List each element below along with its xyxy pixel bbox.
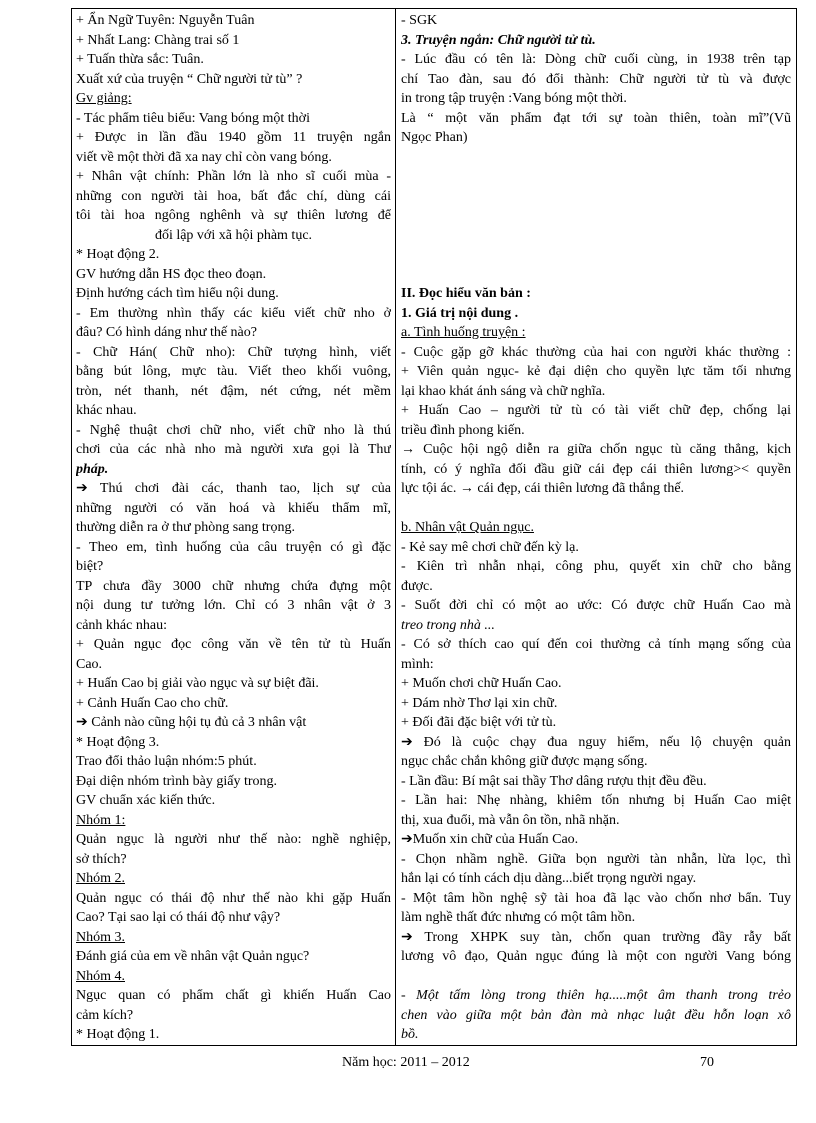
text-line: bồ. bbox=[401, 1027, 419, 1042]
text-line: + Muốn chơi chữ Huấn Cao. bbox=[401, 676, 562, 691]
text-line: - Theo em, tình huống của câu truyện có gì đặc bbox=[76, 539, 391, 555]
text-line: Xuất xứ của truyện “ Chữ người tử tù” ? bbox=[76, 71, 303, 87]
text-line: sở thích? bbox=[76, 851, 127, 867]
text-line: Quản ngục là người như thế nào: nghề nghiệp, bbox=[76, 832, 391, 847]
text-line: triều đình phong kiến. bbox=[401, 422, 525, 438]
blank-line bbox=[401, 967, 791, 987]
text-line: - Suốt đời chỉ có một ao ước: Có được chữ Huấn Cao mà bbox=[401, 598, 791, 613]
text-line: pháp. bbox=[76, 461, 109, 477]
text-line: lực tội ác. → cái đẹp, cái thiên lương đã thắng thế. bbox=[401, 481, 685, 496]
text-line: + Viên quản ngục- kẻ đại diện cho quyền lực tăm tối nhưng bbox=[401, 364, 791, 379]
text-line: Nhóm 4. bbox=[76, 968, 125, 984]
blank-line bbox=[401, 226, 791, 246]
blank-line bbox=[401, 206, 791, 226]
text-line: + Ẩn Ngữ Tuyên: Nguyễn Tuân bbox=[76, 13, 255, 28]
text-line: viết về một thời đã xa nay chỉ còn vang bóng. bbox=[76, 149, 332, 165]
text-line: Quản ngục có thái độ như thế nào khi gặp Huấn bbox=[76, 890, 391, 906]
text-line: Là “ một văn phẩm đạt tới sự toàn thiên, toàn mĩ”(Vũ bbox=[401, 110, 791, 126]
text-line: chơi của các nhà nho mà người xưa gọi là Thư bbox=[76, 442, 391, 457]
text-line: + Dám nhờ Thơ lại xin chữ. bbox=[401, 695, 558, 711]
text-line: Trao đổi thảo luận nhóm:5 phút. bbox=[76, 754, 257, 769]
text-line: b. Nhân vật Quản ngục. bbox=[401, 520, 534, 535]
blank-line bbox=[401, 187, 791, 207]
text-line: ➔ Trong XHPK suy tàn, chốn quan trường đầy rẫy bất bbox=[401, 929, 791, 945]
text-line: ➔ Cảnh nào cũng hội tụ đủ cả 3 nhân vật bbox=[76, 715, 307, 730]
text-line: làm nghề thất đức nhưng có một tâm hồn. bbox=[401, 910, 636, 925]
school-year: Năm học: 2011 – 2012 bbox=[342, 1055, 470, 1070]
text-line: GV hướng dẫn HS đọc theo đoạn. bbox=[76, 266, 267, 282]
text-line: * Hoạt động 1. bbox=[76, 1027, 160, 1042]
text-line: Cao. bbox=[76, 656, 103, 672]
text-line: + Được in lần đầu 1940 gồm 11 truyện ngắn bbox=[76, 130, 391, 145]
text-line: + Huấn Cao – người tử tù có tài viết chữ đẹp, chống lại bbox=[401, 403, 791, 418]
blank-line bbox=[401, 265, 791, 285]
text-line: Định hướng cách tìm hiểu nội dung. bbox=[76, 286, 279, 301]
text-line: - SGK bbox=[401, 13, 438, 28]
text-line: Gv giảng: bbox=[76, 91, 132, 106]
text-line: biệt? bbox=[76, 559, 104, 574]
lesson-content-column bbox=[396, 9, 796, 1045]
text-line: thường diễn ra ở thư phòng sang trọng. bbox=[76, 520, 295, 535]
text-line: chí Tao đàn, sau đó đổi thành: Chữ người tử tù và được bbox=[401, 71, 791, 87]
text-line: lương vô đạo, Quản ngục đúng là một con người Vang bóng bbox=[401, 949, 791, 964]
text-line: bằng bút lông, mực tàu. Viết theo khối vuông, bbox=[76, 364, 391, 379]
blank-line bbox=[401, 148, 791, 168]
text-line: Đại diện nhóm trình bày giấy trong. bbox=[76, 773, 278, 789]
text-line: khác nhau. bbox=[76, 403, 137, 418]
text-line: ➔ Đó là cuộc chạy đua nguy hiểm, nếu lộ chuyện quản bbox=[401, 734, 791, 750]
text-line: + Nhân vật chính: Phần lớn là nho sĩ cuối mùa - bbox=[76, 169, 391, 184]
text-line: Nhóm 3. bbox=[76, 929, 125, 945]
text-line: - Lúc đầu có tên là: Dòng chữ cuối cùng, in 1938 trên tạp bbox=[401, 52, 791, 67]
text-line: - Lần hai: Nhẹ nhàng, khiêm tốn nhưng bị Huấn Cao miệt bbox=[401, 793, 791, 808]
blank-line bbox=[401, 167, 791, 187]
text-line: - Nghệ thuật chơi chữ nho, viết chữ nho là thú bbox=[76, 422, 391, 438]
text-line: * Hoạt động 2. bbox=[76, 247, 160, 262]
text-line: mình: bbox=[401, 656, 434, 672]
text-line: Nhóm 2. bbox=[76, 871, 125, 886]
text-line: - Có sở thích cao quí đến coi thường cả tính mạng sống của bbox=[401, 637, 791, 652]
text-line: được. bbox=[401, 578, 433, 594]
text-line: TP chưa đầy 3000 chữ nhưng chứa đựng một bbox=[76, 578, 391, 594]
text-line: → Cuộc hội ngộ diễn ra giữa chốn ngục tù căng thẳng, kịch bbox=[401, 442, 791, 457]
text-line: * Hoạt động 3. bbox=[76, 734, 160, 750]
text-line: nội dung tư tưởng lớn. Chỉ có 3 nhân vật ở 3 bbox=[76, 598, 391, 613]
text-line: cảm kích? bbox=[76, 1007, 134, 1023]
text-line: đối lập với xã hội phàm tục. bbox=[154, 227, 313, 243]
text-line: - Kiên trì nhẫn nhại, công phu, quyết xin chữ cho bằng bbox=[401, 559, 791, 574]
text-line: đâu? Có hình dáng như thế nào? bbox=[76, 325, 257, 340]
text-line: in trong tập truyện :Vang bóng một thời. bbox=[401, 91, 627, 106]
text-line: + Nhất Lang: Chàng trai số 1 bbox=[76, 32, 240, 48]
text-line: - Em thường nhìn thấy các kiểu viết chữ nho ở bbox=[76, 305, 391, 321]
text-line: + Tuấn thừa sắc: Tuân. bbox=[76, 52, 204, 67]
text-line: treo trong nhà ... bbox=[401, 617, 495, 633]
text-line: tính, có ý nghĩa đối đầu giữ cái đẹp cái thiên lương>< quyền bbox=[401, 461, 791, 477]
text-line: + Đối đãi đặc biệt với tử tù. bbox=[401, 715, 557, 730]
text-line: Ngục quan có phẩm chất gì khiến Huấn Cao bbox=[76, 988, 391, 1003]
text-line: tôi tài hoa ngông nghênh và sự thiên lương để bbox=[76, 208, 391, 223]
text-line: những người có văn hoá và khiếu thẩm mĩ, bbox=[76, 500, 391, 516]
text-line: GV chuẩn xác kiến thức. bbox=[76, 793, 216, 808]
teacher-activities-column bbox=[72, 9, 396, 1045]
blank-line bbox=[401, 245, 791, 265]
text-line: ngục chắc chắn không giữ được mạng sống. bbox=[401, 754, 648, 769]
text-line: tròn, nét thanh, nét đậm, nét cứng, nét mềm bbox=[76, 383, 391, 399]
text-line: - Chọn nhầm nghề. Giữa bọn người tàn nhẫn, lừa lọc, thì bbox=[401, 851, 791, 867]
text-line: II. Đọc hiểu văn bản : bbox=[401, 286, 531, 301]
text-line: cảnh khác nhau: bbox=[76, 617, 167, 633]
text-line: ➔ Thú chơi đài các, thanh tao, lịch sự của bbox=[76, 481, 391, 496]
text-line: - Một tâm hồn nghệ sỹ tài hoa đã lạc vào chốn nhơ bẩn. Tuy bbox=[401, 890, 791, 906]
text-line: - Lần đầu: Bí mật sai thầy Thơ dâng rượu thịt đều đều. bbox=[401, 773, 707, 789]
text-line: thị, xua đuổi, mà vẫn ôn tồn, nhã nhặn. bbox=[401, 812, 620, 828]
text-line: + Huấn Cao bị giải vào ngục và sự biệt đãi. bbox=[76, 676, 319, 691]
blank-line bbox=[401, 499, 791, 519]
text-line: - Một tấm lòng trong thiên hạ.....một âm thanh trong trẻo bbox=[401, 988, 791, 1003]
text-line: những con người tài hoa, bất đắc chí, dùng cái bbox=[76, 188, 391, 204]
text-line: lại khao khát ánh sáng và chữ nghĩa. bbox=[401, 383, 606, 399]
page-number: 70 bbox=[700, 1055, 714, 1070]
text-line: - Chữ Hán( Chữ nho): Chữ tượng hình, viết bbox=[76, 344, 391, 360]
text-line: - Tác phẩm tiêu biểu: Vang bóng một thời bbox=[76, 110, 310, 126]
text-line: + Quản ngục đọc công văn về tên tử tù Huấn bbox=[76, 637, 391, 652]
text-line: ➔Muốn xin chữ của Huấn Cao. bbox=[401, 832, 579, 847]
text-line: 1. Giá trị nội dung . bbox=[401, 305, 519, 321]
lesson-table bbox=[71, 8, 797, 1046]
text-line: chen vào giữa một bản đàn mà nhạc luật đều hỗn loạn xô bbox=[401, 1007, 791, 1023]
text-line: Cao? Tại sao lại có thái độ như vậy? bbox=[76, 910, 281, 925]
text-line: a. Tình huống truyện : bbox=[401, 325, 526, 340]
text-line: Ngọc Phan) bbox=[401, 130, 468, 145]
text-line: Đánh giá của em về nhân vật Quản ngục? bbox=[76, 949, 310, 964]
text-line: + Cảnh Huấn Cao cho chữ. bbox=[76, 695, 229, 711]
text-line: hắn lại có tính cách dịu dàng...biết trọng người ngay. bbox=[401, 871, 697, 886]
text-line: Nhóm 1: bbox=[76, 812, 126, 828]
text-line: - Cuộc gặp gỡ khác thường của hai con người khác thường : bbox=[401, 344, 791, 360]
text-line: 3. Truyện ngắn: Chữ người tử tù. bbox=[401, 32, 596, 48]
text-line: - Kẻ say mê chơi chữ đến kỳ lạ. bbox=[401, 539, 579, 555]
